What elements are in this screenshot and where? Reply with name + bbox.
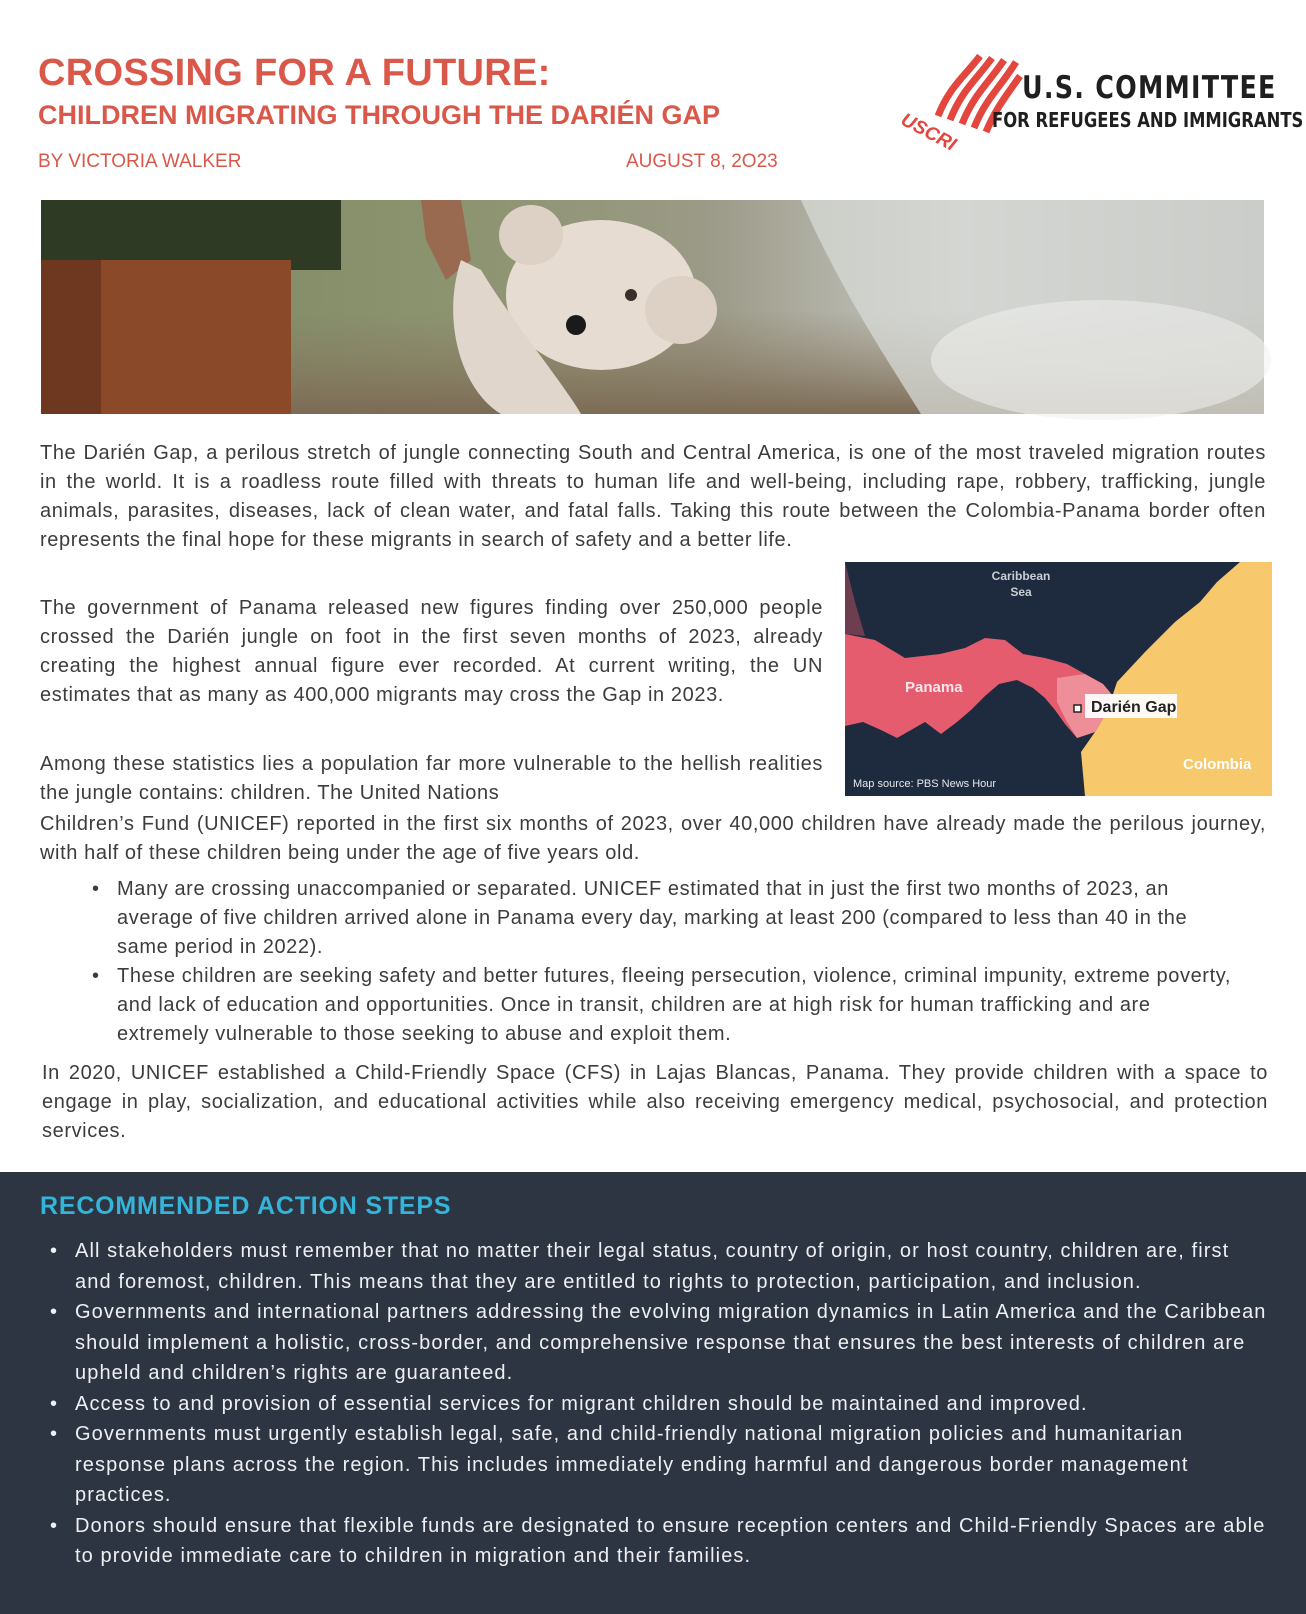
action-steps-section (0, 1172, 1306, 1614)
list-item: • All stakeholders must remember that no matter their legal status, country of origin, or host country, children are, first and foremost, children. This means that they are entitled to rights to protection, participation, and inclusion. (48, 1236, 1272, 1297)
logo-line-1: U.S. COMMITTEE (1022, 70, 1277, 106)
list-item: • Many are crossing unaccompanied or separated. UNICEF estimated that in just the first two months of 2023, an average of five children arrived alone in Panama every day, marking at least 200 (compared to less than 40 in the same period in 2022). (92, 875, 1232, 962)
logo-line-2: FOR REFUGEES AND IMMIGRANTS (992, 108, 1304, 132)
byline: BY VICTORIA WALKER (38, 151, 242, 172)
uscri-logo (897, 46, 1304, 156)
map-source: Map source: PBS News Hour (853, 778, 997, 790)
map-icon (845, 562, 1272, 796)
map-label-caribbean: Caribbean (991, 569, 1051, 583)
map-label-panama: Panama (905, 679, 963, 696)
hero-photo (41, 200, 1264, 414)
list-item: • Access to and provision of essential services for migrant children should be maintained and improved. (48, 1389, 1272, 1420)
action-steps-title: RECOMMENDED ACTION STEPS (40, 1192, 452, 1220)
darien-gap-map (845, 562, 1272, 796)
list-item: • Governments and international partners addressing the evolving migration dynamics in Latin America and the Caribbean should implement a holistic, cross-border, and comprehensive response that ensures the best interests of children are upheld and children’s rights are guaranteed. (48, 1297, 1272, 1389)
publication-date: AUGUST 8, 2O23 (626, 151, 778, 172)
statistics-paragraph: The government of Panama released new figures finding over 250,000 people crossed the Darién jungle on foot in the first seven months of 2023, already creating the highest annual figure ever recorded. At current writing, the UN estimates that as many as 400,000 migrants may cross the Gap in 2023. (40, 597, 823, 706)
page-title: CROSSING FOR A FUTURE: (38, 52, 551, 94)
action-steps-list (48, 1236, 1272, 1572)
list-item: • Governments must urgently establish legal, safe, and child-friendly national migration policies and humanitarian response plans across the region. This includes immediately ending harmful and dangerous border management practices. (48, 1419, 1272, 1511)
uscri-mark: USCRI (897, 109, 960, 156)
cfs-paragraph: In 2020, UNICEF established a Child-Friendly Space (CFS) in Lajas Blancas, Panama. They provide children with a space to engage in play, socialization, and educational activities while also receiving emergency medical, psychosocial, and protection services. (42, 1062, 1268, 1142)
page-subtitle: CHILDREN MIGRATING THROUGH THE DARIÉN GAP (38, 100, 720, 130)
map-label-colombia: Colombia (1183, 756, 1252, 773)
teddy-bear-photo-icon (41, 200, 1264, 414)
unicef-paragraph: Children’s Fund (UNICEF) reported in the first six months of 2023, over 40,000 children have already made the perilous journey, with half of these children being under the age of five years old. (40, 813, 1266, 864)
uscri-stripes-icon (897, 46, 1030, 156)
map-label-darien-gap: Darién Gap (1091, 699, 1177, 716)
intro-paragraph: The Darién Gap, a perilous stretch of jungle connecting South and Central America, is one of the most traveled migration routes in the world. It is a roadless route filled with threats to human life and well-being, including rape, robbery, trafficking, jungle animals, parasites, diseases, lack of clean water, and fatal falls. Taking this route between the Colombia-Panama border often represents the final hope for these migrants in search of safety and a better life. (40, 442, 1266, 551)
vulnerability-paragraph: Among these statistics lies a population far more vulnerable to the hellish realities the jungle contains: children. The United Nations (40, 753, 823, 804)
list-item: • These children are seeking safety and better futures, fleeing persecution, violence, criminal impunity, extreme poverty, and lack of education and opportunities. Once in transit, children are at high risk for human trafficking and are extremely vulnerable to those seeking to abuse and exploit them. (92, 962, 1232, 1049)
list-item: • Donors should ensure that flexible funds are designated to ensure reception centers and Child-Friendly Spaces are able to provide immediate care to children in migration and their families. (48, 1511, 1272, 1572)
unicef-findings-list (92, 875, 1232, 1049)
map-label-sea: Sea (1010, 585, 1032, 599)
